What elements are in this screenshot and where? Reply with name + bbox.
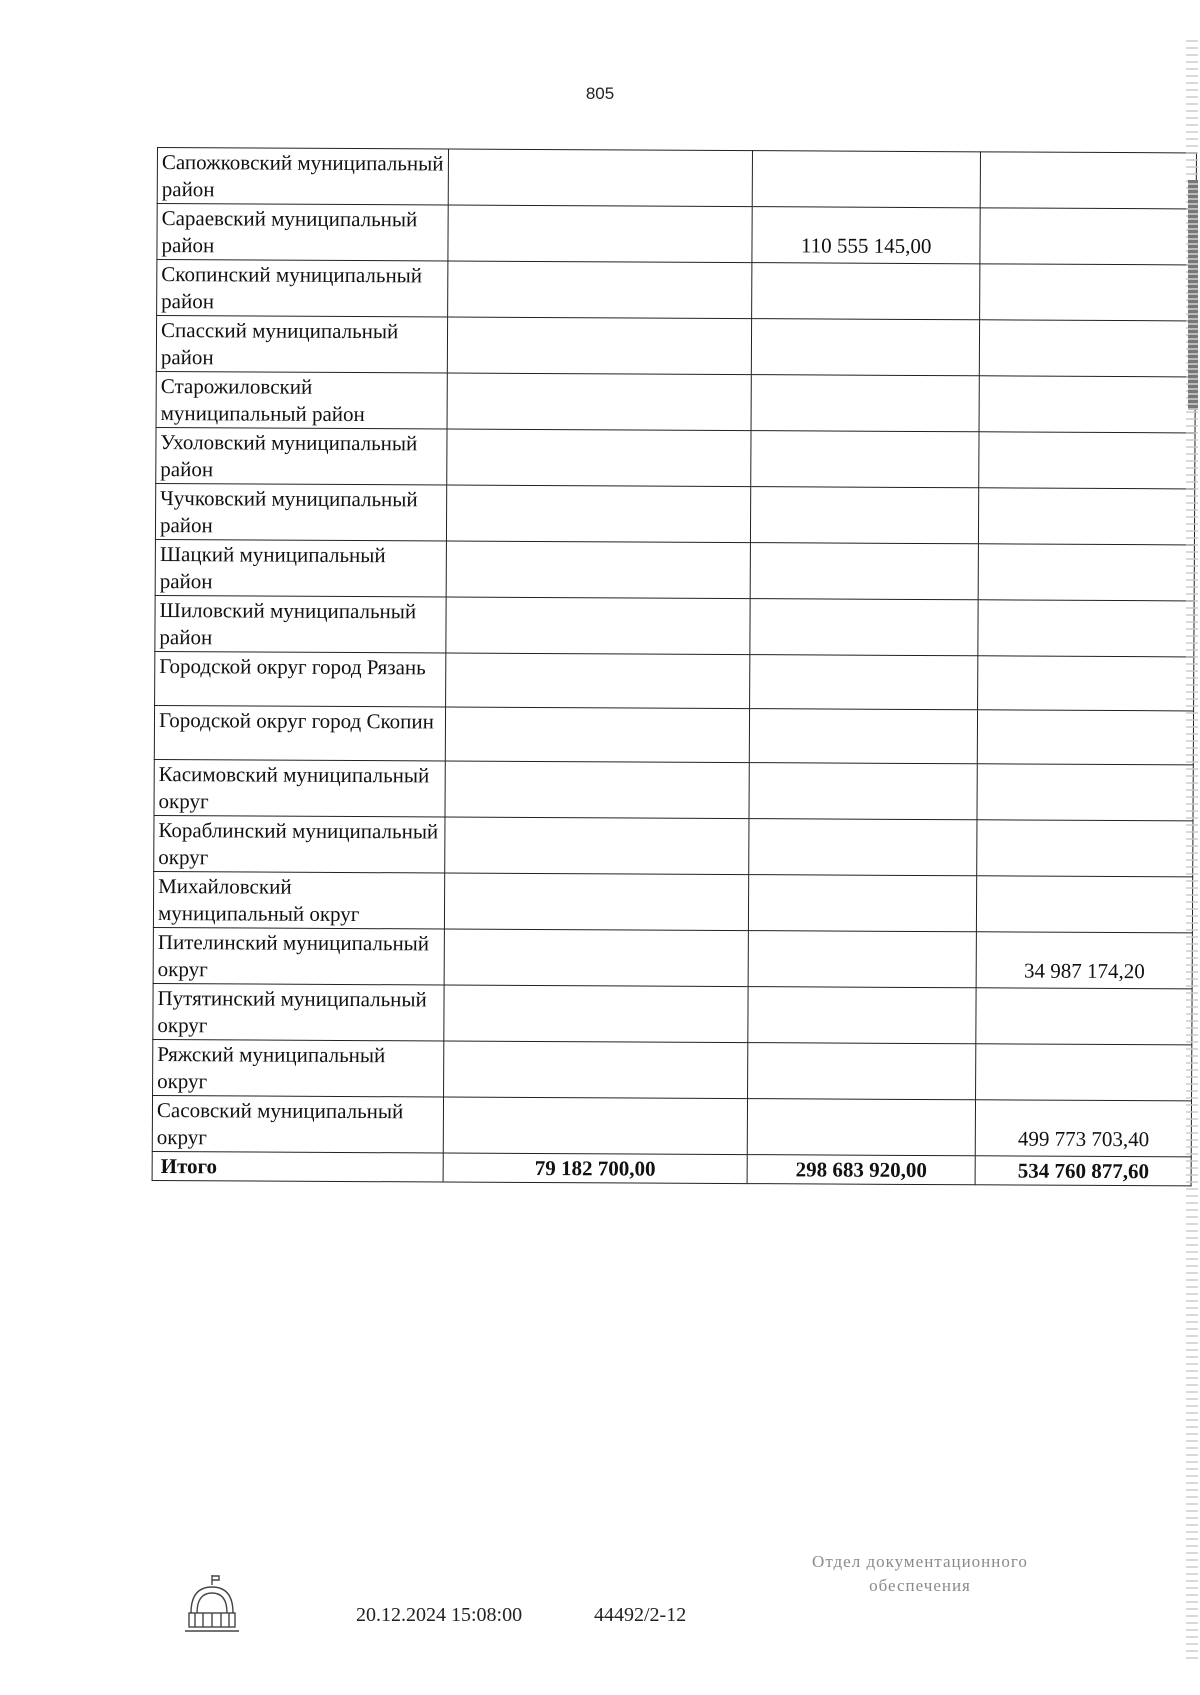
budget-table: [152, 147, 1197, 1186]
value-cell-col3: [978, 600, 1194, 657]
value-cell-col2: [751, 319, 980, 376]
value-cell-col1: [444, 1041, 748, 1099]
stamp-line-1: Отдел документационного: [812, 1552, 1028, 1571]
region-name-cell: Шиловский муниципальный район: [155, 595, 446, 653]
region-name-cell: Сасовский муниципальный округ: [152, 1095, 443, 1153]
region-name-cell: Ряжский муниципальный округ: [153, 1039, 444, 1097]
value-cell-col3: [977, 876, 1193, 933]
total-label: Итого: [152, 1151, 443, 1182]
value-cell-col2: [750, 655, 979, 710]
table-row: [156, 371, 1195, 432]
value-cell-col2: [750, 543, 979, 600]
region-name-cell: Спасский муниципальный район: [156, 316, 447, 374]
value-cell-col1: [447, 429, 751, 487]
value-cell-col3: [980, 208, 1196, 265]
region-name-cell: Городской округ город Рязань: [155, 651, 446, 707]
table-row: [155, 483, 1194, 544]
value-cell-col3: 499 773 703,40: [976, 1100, 1192, 1157]
value-cell-col2: [748, 987, 977, 1044]
table-row: [156, 427, 1195, 488]
page-number: 805: [585, 84, 615, 103]
value-cell-col3: [980, 320, 1196, 377]
value-cell-col2: [750, 487, 979, 544]
region-name-cell: Сапожковский муниципальный район: [157, 148, 448, 206]
value-cell-col2: 110 555 145,00: [752, 207, 981, 264]
region-name-cell: Кораблинский муниципальный округ: [154, 815, 445, 873]
value-cell-col2: [749, 709, 978, 764]
total-col2: 298 683 920,00: [747, 1155, 976, 1185]
value-cell-col1: [448, 205, 752, 263]
table-row: [153, 983, 1192, 1044]
value-cell-col2: [749, 763, 978, 820]
value-cell-col1: [446, 485, 750, 543]
scan-edge-mark: [1188, 180, 1198, 410]
value-cell-col1: [447, 317, 751, 375]
region-name-cell: Пителинский муниципальный округ: [153, 927, 444, 985]
value-cell-col3: [979, 488, 1195, 545]
table-row: [157, 204, 1196, 265]
value-cell-col1: [445, 761, 749, 819]
value-cell-col2: [752, 151, 981, 208]
value-cell-col1: [444, 873, 748, 931]
value-cell-col3: [976, 1044, 1192, 1101]
value-cell-col1: [447, 373, 751, 431]
value-cell-col2: [750, 599, 979, 656]
table-row: [154, 759, 1193, 820]
value-cell-col1: [444, 985, 748, 1043]
value-cell-col1: [448, 261, 752, 319]
table-row: [155, 595, 1194, 656]
table-row: [157, 260, 1196, 321]
footer-doc-code: 44492/2-12: [594, 1604, 687, 1626]
region-name-cell: Касимовский муниципальный округ: [154, 759, 445, 817]
value-cell-col3: [980, 264, 1196, 321]
value-cell-col3: [976, 988, 1192, 1045]
value-cell-col2: [748, 875, 977, 932]
value-cell-col1: [446, 653, 750, 709]
value-cell-col1: [448, 149, 752, 207]
table-row: [152, 1095, 1191, 1156]
value-cell-col2: [747, 1043, 976, 1100]
stamp-line-2: обеспечения: [869, 1576, 971, 1595]
value-cell-col1: [446, 541, 750, 599]
region-name-cell: Городской округ город Скопин: [154, 705, 445, 761]
value-cell-col1: [444, 929, 748, 987]
department-stamp: [770, 1550, 1070, 1598]
value-cell-col1: [445, 707, 749, 763]
table-row: [155, 651, 1194, 710]
table-row: [154, 705, 1193, 764]
total-row: [152, 1151, 1191, 1185]
value-cell-col3: [977, 820, 1193, 877]
value-cell-col3: [978, 710, 1194, 765]
value-cell-col2: [751, 431, 980, 488]
value-cell-col3: [979, 432, 1195, 489]
region-name-cell: Ухоловский муниципальный район: [156, 427, 447, 485]
coat-of-arms-icon: [183, 1573, 241, 1635]
value-cell-col3: 34 987 174,20: [977, 932, 1193, 989]
value-cell-col1: [443, 1097, 747, 1155]
value-cell-col2: [752, 263, 981, 320]
value-cell-col3: [978, 656, 1194, 711]
region-name-cell: Шацкий муниципальный район: [155, 539, 446, 597]
table-row: [154, 815, 1193, 876]
value-cell-col3: [979, 376, 1195, 433]
value-cell-col3: [981, 152, 1197, 209]
total-col1: 79 182 700,00: [443, 1153, 747, 1184]
table-body: [152, 148, 1196, 1186]
region-name-cell: Скопинский муниципальный район: [157, 260, 448, 318]
region-name-cell: Путятинский муниципальный округ: [153, 983, 444, 1041]
table-row: [155, 539, 1194, 600]
value-cell-col2: [747, 1099, 976, 1156]
total-col3: 534 760 877,60: [975, 1156, 1191, 1186]
value-cell-col2: [749, 819, 978, 876]
table-row: [153, 1039, 1192, 1100]
table-row: [153, 871, 1192, 932]
region-name-cell: Сараевский муниципальный район: [157, 204, 448, 262]
region-name-cell: Чучковский муниципальный район: [155, 483, 446, 541]
value-cell-col3: [979, 544, 1195, 601]
region-name-cell: Старожиловский муниципальный район: [156, 371, 447, 429]
footer-datetime: 20.12.2024 15:08:00: [356, 1604, 523, 1626]
value-cell-col2: [751, 375, 980, 432]
table-row: [153, 927, 1192, 988]
region-name-cell: Михайловский муниципальный округ: [153, 871, 444, 929]
value-cell-col3: [977, 764, 1193, 821]
table-row: [157, 148, 1196, 209]
table-row: [156, 316, 1195, 377]
value-cell-col1: [445, 817, 749, 875]
value-cell-col2: [748, 931, 977, 988]
value-cell-col1: [446, 597, 750, 655]
